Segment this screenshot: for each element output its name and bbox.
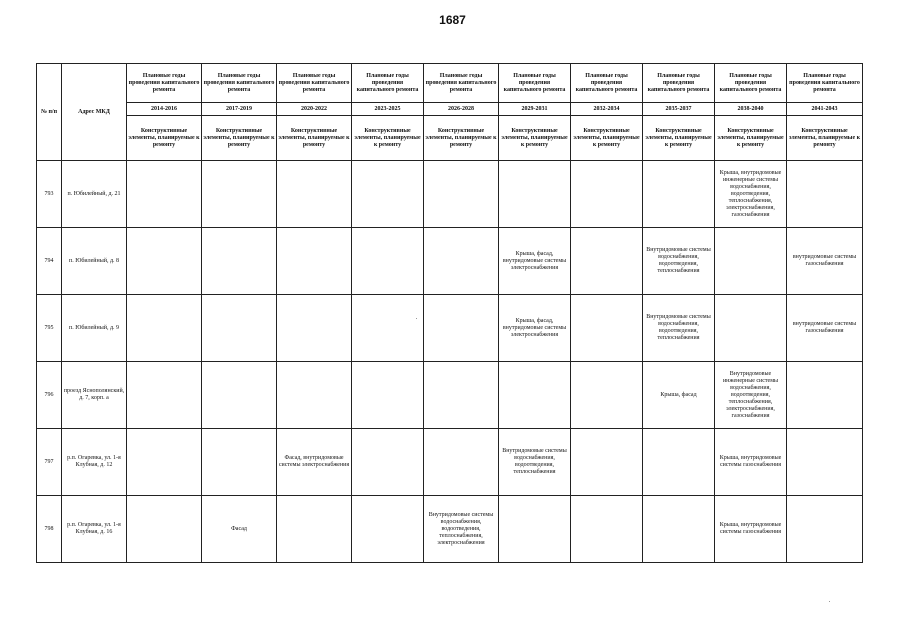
repair-cell — [424, 295, 499, 362]
table-row — [37, 228, 863, 295]
repair-cell: Фасад — [202, 496, 277, 563]
repair-cell — [352, 496, 424, 563]
header-year-range: 2014-2016 — [127, 103, 202, 116]
repair-cell — [499, 496, 571, 563]
repair-cell — [202, 161, 277, 228]
header-year-range: 2041-2043 — [787, 103, 863, 116]
header-row-elements — [37, 116, 863, 161]
header-year-range: 2032-2034 — [571, 103, 643, 116]
header-elements: Конструктивные элементы, планируемые к ремонту — [787, 116, 863, 161]
header-year-range: 2029-2031 — [499, 103, 571, 116]
repair-cell: Крыша, внутридомовые системы газоснабжения — [715, 496, 787, 563]
repair-cell — [127, 161, 202, 228]
header-elements: Конструктивные элементы, планируемые к ремонту — [643, 116, 715, 161]
scan-speck — [416, 318, 417, 319]
row-address: р.п. Огаревка, ул. 1-я Клубная, д. 16 — [62, 496, 127, 563]
header-elements: Конструктивные элементы, планируемые к ремонту — [499, 116, 571, 161]
repair-cell: внутридомовые системы газоснабжения — [787, 295, 863, 362]
repair-cell — [571, 362, 643, 429]
repair-cell — [277, 228, 352, 295]
repair-cell: Фасад, внутридомовые системы электроснабжения — [277, 429, 352, 496]
row-number: 796 — [37, 362, 62, 429]
repair-cell — [499, 362, 571, 429]
repair-cell: Крыша, внутридомовые системы газоснабжения — [715, 429, 787, 496]
header-group-title: Плановые годы проведения капитального ремонта — [787, 64, 863, 103]
header-year-range: 2017-2019 — [202, 103, 277, 116]
row-number: 798 — [37, 496, 62, 563]
repair-cell — [424, 228, 499, 295]
table-row — [37, 496, 863, 563]
repair-cell — [571, 429, 643, 496]
row-address: проезд Яснополянский, д. 7, корп. а — [62, 362, 127, 429]
header-group-title: Плановые годы проведения капитального ремонта — [715, 64, 787, 103]
row-address: р.п. Огаревка, ул. 1-я Клубная, д. 12 — [62, 429, 127, 496]
header-row-titles — [37, 64, 863, 103]
repair-cell: Внутридомовые системы водоснабжения, водоотведения, теплоснабжения, электроснабжения — [424, 496, 499, 563]
repair-cell: Крыша, фасад — [643, 362, 715, 429]
repair-cell — [202, 295, 277, 362]
repair-cell — [787, 496, 863, 563]
repair-cell — [352, 429, 424, 496]
header-year-range: 2035-2037 — [643, 103, 715, 116]
repair-cell — [127, 295, 202, 362]
row-number: 794 — [37, 228, 62, 295]
repair-cell — [571, 228, 643, 295]
row-number: 793 — [37, 161, 62, 228]
table-row — [37, 295, 863, 362]
repair-cell — [202, 362, 277, 429]
page-number: 1687 — [439, 13, 466, 27]
repair-cell — [202, 429, 277, 496]
header-address: Адрес МКД — [62, 64, 127, 161]
repair-cell — [643, 429, 715, 496]
header-elements: Конструктивные элементы, планируемые к ремонту — [571, 116, 643, 161]
repair-cell — [277, 161, 352, 228]
header-group-title: Плановые годы проведения капитального ремонта — [643, 64, 715, 103]
header-elements: Конструктивные элементы, планируемые к ремонту — [127, 116, 202, 161]
repair-cell: Внутридомовые системы водоснабжения, водоотведения, теплоснабжения — [499, 429, 571, 496]
repair-cell — [127, 362, 202, 429]
header-elements: Конструктивные элементы, планируемые к ремонту — [277, 116, 352, 161]
header-year-range: 2026-2028 — [424, 103, 499, 116]
header-group-title: Плановые годы проведения капитального ремонта — [571, 64, 643, 103]
repair-cell: Крыша, фасад, внутридомовые системы электроснабжения — [499, 228, 571, 295]
repair-cell — [127, 429, 202, 496]
repair-cell — [352, 362, 424, 429]
repair-cell — [571, 161, 643, 228]
row-address: п. Юбилейный, д. 9 — [62, 295, 127, 362]
header-num: № п/п — [37, 64, 62, 161]
repair-cell — [202, 228, 277, 295]
repair-cell — [127, 228, 202, 295]
table-row — [37, 429, 863, 496]
repair-cell — [643, 496, 715, 563]
repair-cell — [352, 161, 424, 228]
repair-cell: Крыша, внутридомовые инженерные системы водоснабжения, водоотведения, теплоснабжения, электроснабжения, газоснабжения — [715, 161, 787, 228]
repair-cell — [571, 496, 643, 563]
header-year-range: 2020-2022 — [277, 103, 352, 116]
header-elements: Конструктивные элементы, планируемые к ремонту — [202, 116, 277, 161]
header-row-years — [37, 103, 863, 116]
scan-speck — [829, 601, 830, 602]
repair-cell — [643, 161, 715, 228]
repair-cell — [715, 295, 787, 362]
repair-cell — [277, 362, 352, 429]
row-number: 795 — [37, 295, 62, 362]
repair-cell — [787, 362, 863, 429]
capital-repair-table — [36, 63, 863, 563]
header-group-title: Плановые годы проведения капитального ремонта — [424, 64, 499, 103]
header-group-title: Плановые годы проведения капитального ремонта — [277, 64, 352, 103]
repair-cell — [424, 429, 499, 496]
header-elements: Конструктивные элементы, планируемые к ремонту — [424, 116, 499, 161]
repair-cell — [424, 362, 499, 429]
repair-cell: Внутридомовые инженерные системы водоснабжения, водоотведения, теплоснабжения, электроснабжения, газоснабжения — [715, 362, 787, 429]
header-elements: Конструктивные элементы, планируемые к ремонту — [715, 116, 787, 161]
row-number: 797 — [37, 429, 62, 496]
repair-cell — [715, 228, 787, 295]
header-group-title: Плановые годы проведения капитального ремонта — [202, 64, 277, 103]
header-year-range: 2038-2040 — [715, 103, 787, 116]
header-group-title: Плановые годы проведения капитального ремонта — [127, 64, 202, 103]
repair-cell — [571, 295, 643, 362]
repair-cell — [787, 429, 863, 496]
table-row — [37, 161, 863, 228]
header-elements: Конструктивные элементы, планируемые к ремонту — [352, 116, 424, 161]
header-group-title: Плановые годы проведения капитального ремонта — [352, 64, 424, 103]
repair-cell: Внутридомовые системы водоснабжения, водоотведения, теплоснабжения — [643, 228, 715, 295]
repair-cell: Крыша, фасад, внутридомовые системы электроснабжения — [499, 295, 571, 362]
repair-cell — [277, 496, 352, 563]
header-year-range: 2023-2025 — [352, 103, 424, 116]
repair-cell — [127, 496, 202, 563]
header-group-title: Плановые годы проведения капитального ремонта — [499, 64, 571, 103]
repair-cell: внутридомовые системы газоснабжения — [787, 228, 863, 295]
repair-cell — [277, 295, 352, 362]
row-address: п. Юбилейный, д. 21 — [62, 161, 127, 228]
table-row — [37, 362, 863, 429]
repair-cell — [499, 161, 571, 228]
repair-cell — [787, 161, 863, 228]
repair-cell — [352, 295, 424, 362]
repair-cell — [352, 228, 424, 295]
repair-cell: Внутридомовые системы водоснабжения, водоотведения, теплоснабжения — [643, 295, 715, 362]
row-address: п. Юбилейный, д. 8 — [62, 228, 127, 295]
repair-cell — [424, 161, 499, 228]
